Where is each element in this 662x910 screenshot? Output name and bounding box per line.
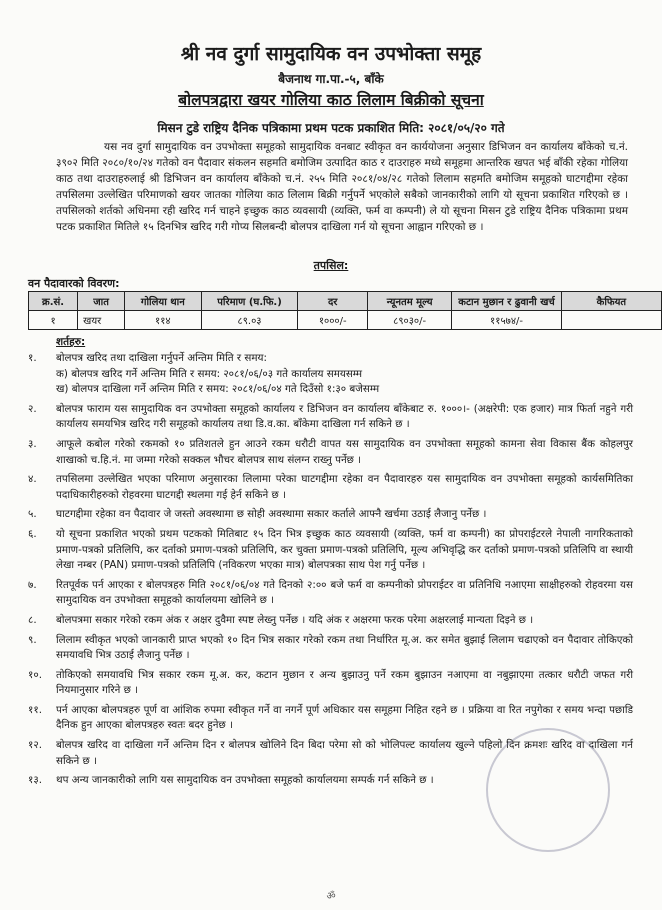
term-number: ७. xyxy=(28,578,37,591)
cell-species: खयर xyxy=(78,311,125,330)
term-text: बोलपत्र खरिद वा दाखिला गर्ने अन्तिम दिन र बोलपत्र खोलिने दिन बिदा परेमा सो को भोलिपल्ट कार्यालय खुल्ने पहिलो दिन क्रमशः खरिद वा दाखिला गर्न सकिने छ । xyxy=(56,739,633,767)
col-remarks: कैफियत xyxy=(561,292,661,311)
term-text: लिलाम स्वीकृत भएको जानकारी प्राप्त भएको १० दिन भित्र सकार गरेको रकम तथा निर्धारित मू.अ. कर समेत बुझाई लिलाम चढाएको वन पैदावार तोकिएको समयावधि भित्र उठाई लैजानु पर्नेछ । xyxy=(56,633,633,662)
term-sub-b: ख) बोलपत्र दाखिला गर्ने अन्तिम मिति र समय: २०८१/०६/०४ गते दिउँसो १:३० बजेसम्म xyxy=(56,383,380,396)
notice-title: बोलपत्रद्वारा खयर गोलिया काठ लिलाम बिक्रीको सूचना xyxy=(178,91,484,109)
col-rate: दर xyxy=(298,292,367,311)
col-cutting-cost: कटान मुछान र ढुवानी खर्च xyxy=(452,292,561,311)
cell-minimum-price: ८९०३०/- xyxy=(367,311,451,330)
col-serial: क्र.सं. xyxy=(29,292,78,311)
col-quantity: परिमाण (घ.फि.) xyxy=(201,292,298,311)
term-sub-a: क) बोलपत्र खरिद गर्ने अन्तिम मिति र समय: २०८१/०६/०३ गते कार्यालय समयसम्म xyxy=(56,367,363,380)
term-text: तोकिएको समयावधि भित्र सकार रकम मू.अ. कर, कटान मुछान र अन्य बुझाउनु पर्ने रकम बुझाउन नआएमा वा नबुझाएमा तत्कार धरौटी जफत गरी नियमानुसार गरिने छ । xyxy=(56,668,633,697)
table-header-row xyxy=(29,292,662,311)
term-number: ३. xyxy=(28,437,37,450)
term-item xyxy=(28,402,633,433)
term-number: ४. xyxy=(28,473,37,486)
term-item xyxy=(28,578,633,609)
term-number: १०. xyxy=(28,668,42,681)
page-mark: ॐ xyxy=(326,891,336,902)
terms-list xyxy=(28,351,633,793)
cell-quantity: ८९.०३ xyxy=(201,311,298,330)
cell-remarks xyxy=(561,311,661,330)
term-text: तपसिलमा उल्लेखित भएका परिमाण अनुसारका लिलामा परेका घाटगद्दीमा रहेका वन पैदावारहरु यस सामुदायिक वन उपभोक्ता समूहको कार्यसमितिका पदाधिकारीहरुको रोहवरमा घाटगद्दी स्थलमा गई हेर्न सकिने छ । xyxy=(56,473,633,501)
term-text: थप अन्य जानकारीको लागि यस सामुदायिक वन उपभोक्ता समूहको कार्यालयमा सम्पर्क गर्न सकिने छ । xyxy=(56,774,434,787)
term-item xyxy=(28,507,633,523)
cell-log-count: ११४ xyxy=(125,311,201,330)
term-number: १. xyxy=(28,352,37,364)
term-text: रितपूर्वक पर्न आएका र बोलपत्रहरु मिति २०८१/०६/०४ गते दिनको २:०० बजे फर्म वा कम्पनीको प्रोपराईटर वा प्रतिनिधि नआएमा साक्षीहरुको रोहवरमा यस सामुदायिक वन उपभोक्ता समूहको कार्यालयमा खोलिने छ । xyxy=(56,578,633,607)
term-number: १२. xyxy=(28,739,42,752)
term-item xyxy=(28,633,633,664)
organization-address: बैजनाथ गा.पा.-५, बाँके xyxy=(278,72,384,86)
col-log-count: गोलिया थान xyxy=(125,292,201,311)
col-minimum-price: न्यूनतम मूल्य xyxy=(367,292,451,311)
organization-name: श्री नव दुर्गा सामुदायिक वन उपभोक्ता समूह xyxy=(180,43,482,65)
cell-rate: १०००/- xyxy=(298,311,367,330)
term-item xyxy=(28,668,633,699)
term-number: १३. xyxy=(28,774,42,787)
term-text: घाटगद्दीमा रहेका वन पैदावार जे जस्तो अवस्थामा छ सोही अवस्थामा सकार कर्ताले आफ्नै खर्चमा उठाई लैजानु पर्नेछ । xyxy=(56,508,487,521)
intro-paragraph: यस नव दुर्गा सामुदायिक वन उपभोक्ता समूहको सामुदायिक वनबाट स्वीकृत वन कार्ययोजना अनुसार डिभिजन वन कार्यालय बाँकेको च.नं. ३९०२ मिति २०८०/१०/२४ गतेको वन पैदावार संकलन सहमति बमोजिम उत्पादित काठ र दाउराहरु मध्ये समूहमा आन्तरिक खपत भई बाँकी रहेका गोलिया काठ तथा दाउराहरुलाई श्री डिभिजन वन कार्यालय बाँकेको च.नं. २५५ मिति २०८१/०४/२८ गतेको लिलाम सहमति बमोजिम समूहको घाटगद्दीमा रहेका तपसिलमा उल्लेखित परिमाणको खयर जातका गोलिया काठ लिलाम बिक्री गर्नुपर्ने भएकोले सबैको जानकारीको लागि यो सूचना प्रकाशित गरिएको छ । तपसिलको शर्तको अधिनमा रही खरिद गर्न चाहने इच्छुक काठ व्यवसायी (व्यक्ति, फर्म वा कम्पनी) ले यो सूचना मिसन टुडे राष्ट्रिय दैनिक पत्रिकामा प्रथम पटक प्रकाशित मितिले १५ दिनभित्र खरिद गरी गोप्य सिलबन्दी बोलपत्र दाखिला गर्न यो सूचना आह्वान गरिएको छ । xyxy=(56,141,628,233)
term-item xyxy=(28,472,633,503)
term-number: ८. xyxy=(28,613,37,626)
term-text: बोलपत्र फाराम यस सामुदायिक वन उपभोक्ता समूहको कार्यालय र डिभिजन वन कार्यालय बाँकेबाट रु. १०००।- (अक्षरेपी: एक हजार) मात्र फिर्ता नहुने गरी कार्यालय समयभित्र खरिद गरी समूहको कार्यालय तथा डि.व.का. बाँकेमा दाखिला गर्न सकिने छ । xyxy=(56,402,633,431)
official-stamp xyxy=(486,728,610,852)
term-text: आफूले कबोल गरेको रकमको १० प्रतिशतले हुन आउने रकम धरौटी वापत यस सामुदायिक वन उपभोक्ता समूहको कामना सेवा विकास बैंक कोहलपुर शाखाको च.हि.नं. मा जम्मा गरेको सक्कल भौचर बोलपत्र साथ संलग्न राख्नु पर्नेछ । xyxy=(56,437,633,466)
term-number: ५. xyxy=(28,508,37,521)
term-number: ११. xyxy=(28,703,42,716)
details-heading: तपसिल: xyxy=(313,259,349,272)
term-text: यो सूचना प्रकाशित भएको प्रथम पटकको मितिबाट १५ दिन भित्र इच्छुक काठ व्यवसायी (व्यक्ति, फर्म वा कम्पनी) का प्रोपराईटरले नेपाली नागरिकताको प्रमाण-पत्रको प्रतिलिपि, कर दर्ताको प्रमाण-पत्रको प्रतिलिपि, कर चुक्ता प्रमाण-पत्रको प्रतिलिपि, मूल्य अभिवृद्धि कर दर्ताको प्रमाण-पत्रको प्रतिलिपि वा स्थायी लेखा नम्बर (PAN) प्रमाण-पत्रको प्रतिलिपि (नविकरण भएका मात्र) बोलपत्रका साथ पेश गर्नु पर्नेछ । xyxy=(56,527,633,572)
term-number: ९. xyxy=(28,633,37,646)
term-text: पर्न आएका बोलपत्रहरु पूर्ण वा आंशिक रुपमा स्वीकृत गर्ने वा नगर्ने पूर्ण अधिकार यस समूहमा निहित रहने छ । प्रक्रिया वा रित नपुगेका र समय भन्दा पछाडि दैनिक हुन आएका बोलपत्रहरु स्वतः बदर हुनेछ । xyxy=(56,703,633,732)
term-item xyxy=(28,351,633,398)
term-text: बोलपत्र खरिद तथा दाखिला गर्नुपर्ने अन्तिम मिति र समय: xyxy=(56,352,267,364)
forest-product-table xyxy=(28,291,662,330)
term-item xyxy=(28,437,633,468)
term-text: बोलपत्रमा सकार गरेको रकम अंक र अक्षर दुवैमा स्पष्ट लेख्नु पर्नेछ । यदि अंक र अक्षरमा फरक परेमा अक्षरलाई मान्यता दिइने छ । xyxy=(56,613,534,626)
term-number: २. xyxy=(28,402,37,415)
term-item xyxy=(28,527,633,574)
table-row xyxy=(29,311,662,330)
term-item xyxy=(28,613,633,629)
forest-product-section-title: वन पैदावारको विवरण: xyxy=(28,277,120,290)
term-number: ६. xyxy=(28,527,37,540)
cell-cutting-cost: ११५७४/- xyxy=(452,311,561,330)
col-species: जात xyxy=(78,292,125,311)
cell-serial: १ xyxy=(29,311,78,330)
terms-heading: शर्तहरु: xyxy=(56,336,86,348)
publication-line: मिसन टुडे राष्ट्रिय दैनिक पत्रिकामा प्रथम पटक प्रकाशित मिति: २०८१/०५/२० गते xyxy=(157,121,505,135)
